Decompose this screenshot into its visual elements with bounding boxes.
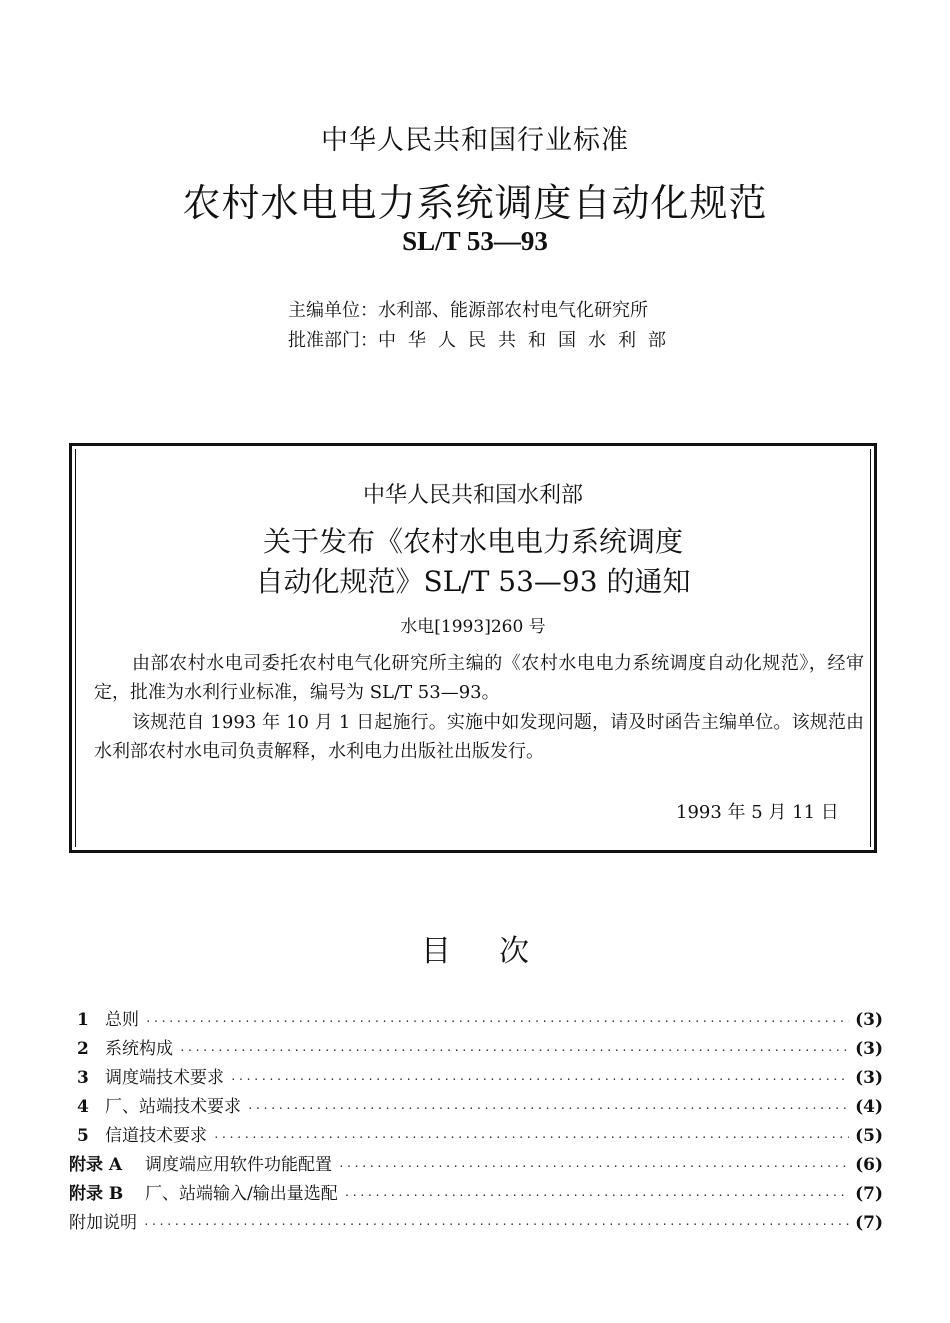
- notice-issuer: 中华人民共和国水利部: [362, 483, 583, 508]
- standard-title: 农村水电电力系统调度自动化规范: [182, 181, 768, 225]
- toc-item-general[interactable]: [69, 1005, 883, 1034]
- toc-dot-leader: [143, 1218, 849, 1231]
- editor-value: 水利部、能源部农村电气化研究所: [378, 300, 648, 321]
- toc-additional-notes[interactable]: [69, 1208, 883, 1237]
- toc-appendix-b[interactable]: [69, 1179, 883, 1208]
- toc-item-number: 3: [77, 1068, 89, 1088]
- editor-line: [288, 296, 648, 322]
- editor-label: 主编单位：: [288, 300, 378, 321]
- approver-label: 批准部门：: [288, 330, 378, 351]
- notice-document-number: 水电[1993]260 号: [400, 617, 546, 637]
- toc-item-page: (3): [855, 1039, 883, 1059]
- toc-dot-leader: [338, 1160, 849, 1173]
- toc-item-station-requirements[interactable]: [69, 1092, 883, 1121]
- toc-item-channel-requirements[interactable]: [69, 1121, 883, 1150]
- toc-item-number: 1: [77, 1010, 89, 1030]
- toc-item-label: 信道技术要求: [105, 1126, 207, 1146]
- toc-item-number: 2: [77, 1039, 89, 1059]
- toc-item-page: (3): [855, 1068, 883, 1088]
- standard-category: 中华人民共和国行业标准: [321, 125, 629, 156]
- toc-dot-leader: [145, 1015, 849, 1028]
- toc-item-page: (3): [855, 1010, 883, 1030]
- toc-item-number: 5: [77, 1126, 89, 1146]
- toc-title: 目次: [421, 934, 577, 969]
- toc-appendix-prefix: 附录 B: [69, 1184, 124, 1204]
- notice-date: 1993 年 5 月 11 日: [676, 802, 839, 823]
- toc-item-label: 调度端应用软件功能配置: [145, 1155, 332, 1175]
- notice-title-line1: 关于发布《农村水电电力系统调度: [262, 525, 683, 558]
- toc-dot-leader: [344, 1189, 849, 1202]
- notice-paragraph-2: 该规范自 1993 年 10 月 1 日起施行。实施中如发现问题，请及时函告主编单位。该规范由水利部农村水电司负责解释，水利电力出版社出版发行。: [94, 712, 864, 762]
- toc-item-page: (5): [855, 1126, 883, 1146]
- toc-item-label: 调度端技术要求: [105, 1068, 224, 1088]
- toc-appendix-a[interactable]: [69, 1150, 883, 1179]
- toc-item-label: 系统构成: [105, 1039, 173, 1059]
- approver-value: 中华人民共和国水利部: [378, 330, 678, 351]
- standard-code: SL/T 53—93: [402, 226, 548, 256]
- toc-appendix-prefix: 附录 A: [69, 1155, 123, 1175]
- toc-item-label: 总则: [105, 1010, 139, 1030]
- notice-paragraph-1: 由部农村水电司委托农村电气化研究所主编的《农村水电电力系统调度自动化规范》，经审定，批准为水利行业标准，编号为 SL/T 53—93。: [94, 653, 864, 703]
- toc-dot-leader: [230, 1073, 849, 1086]
- toc-item-number: 4: [77, 1097, 89, 1117]
- toc-item-label: 厂、站端输入/输出量选配: [145, 1184, 338, 1204]
- notice-title-line2: 自动化规范》SL/T 53—93 的通知: [255, 565, 691, 598]
- toc-item-label: 附加说明: [69, 1213, 137, 1233]
- toc-dot-leader: [247, 1102, 849, 1115]
- toc-item-page: (4): [855, 1097, 883, 1117]
- approver-line: [288, 326, 678, 352]
- toc-item-label: 厂、站端技术要求: [105, 1097, 241, 1117]
- toc-item-dispatch-requirements[interactable]: [69, 1063, 883, 1092]
- toc-item-page: (7): [855, 1184, 883, 1204]
- toc-item-page: (6): [855, 1155, 883, 1175]
- toc-list: [69, 1005, 883, 1237]
- toc-dot-leader: [179, 1044, 849, 1057]
- notice-box: [69, 443, 877, 853]
- toc-dot-leader: [213, 1131, 849, 1144]
- toc-item-page: (7): [855, 1213, 883, 1233]
- toc-item-system-composition[interactable]: [69, 1034, 883, 1063]
